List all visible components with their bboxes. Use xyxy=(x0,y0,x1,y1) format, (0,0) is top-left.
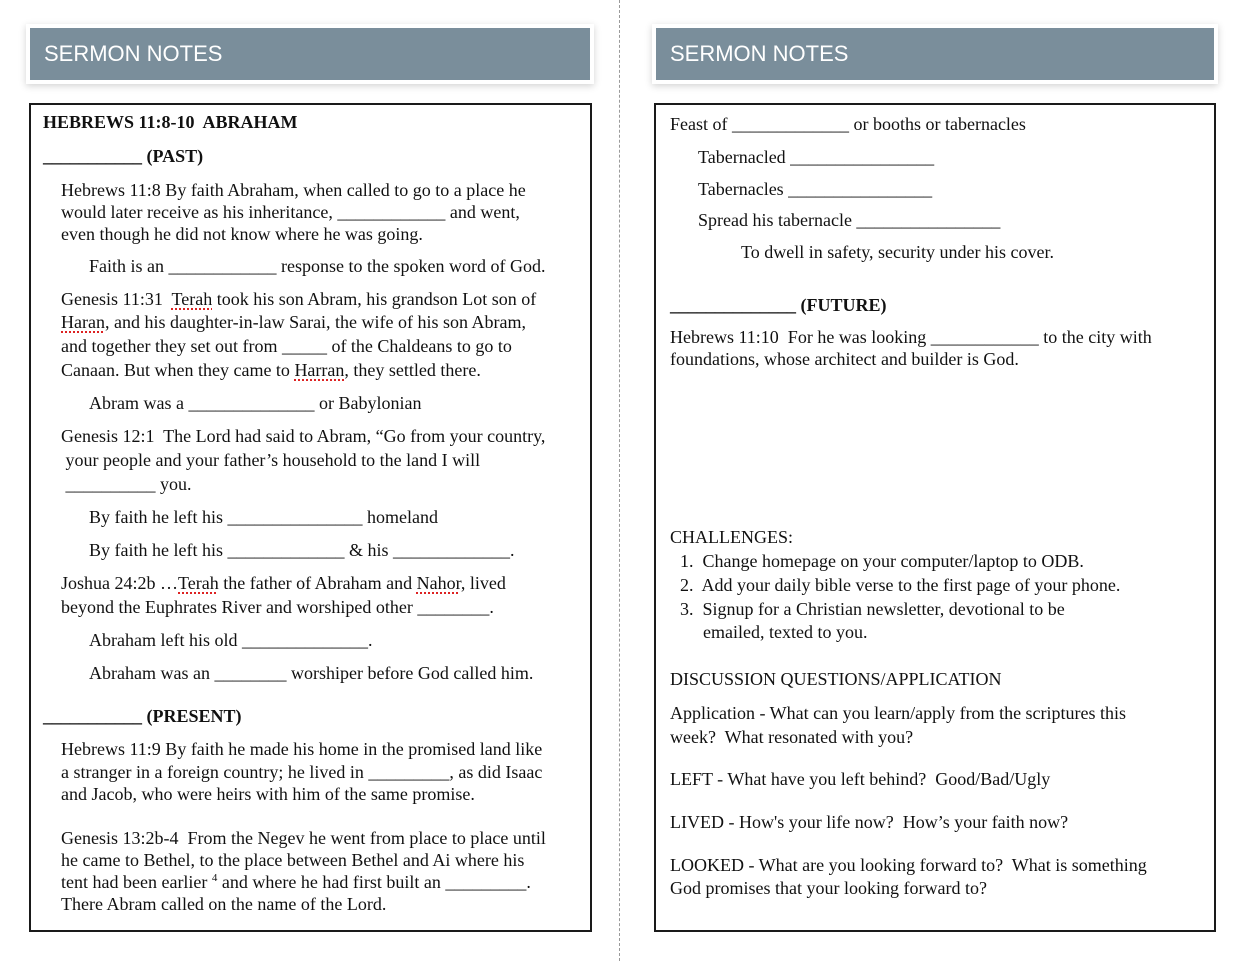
abram-was-line: Abram was a ______________ or Babylonian xyxy=(89,393,422,413)
present-heading: ___________ (PRESENT) xyxy=(43,706,242,726)
genesis-11-31-line-4: Canaan. But when they came to Harran, they settled there. xyxy=(61,360,481,380)
looked-question-line-2: God promises that your looking forward to? xyxy=(670,878,987,898)
challenges-title: CHALLENGES: xyxy=(670,527,793,547)
feast-line: Feast of _____________ or booths or tabernacles xyxy=(670,114,1026,134)
genesis-13-line-4: There Abram called on the name of the Lord. xyxy=(61,894,387,914)
faith-left-homeland-line: By faith he left his _______________ homeland xyxy=(89,507,438,527)
application-line-1: Application - What can you learn/apply from the scriptures this xyxy=(670,703,1127,723)
hebrews-11-9-line-2: a stranger in a foreign country; he lived in _________, as did Isaac xyxy=(61,762,543,782)
genesis-12-1-line-2: your people and your father’s household to the land I will xyxy=(61,450,481,470)
fold-divider xyxy=(619,0,620,961)
left-question: LEFT - What have you left behind? Good/Bad/Ugly xyxy=(670,769,1051,789)
genesis-12-1-line-1: Genesis 12:1 The Lord had said to Abram, “Go from your country, xyxy=(61,426,546,446)
faith-response-line: Faith is an ____________ response to the spoken word of God. xyxy=(89,256,546,276)
spread-tabernacle-line: Spread his tabernacle ________________ xyxy=(698,210,1001,230)
tabernacles-line: Tabernacles ________________ xyxy=(698,179,933,199)
hebrews-11-8-line-2: would later receive as his inheritance, ____________ and went, xyxy=(61,202,520,222)
hebrews-11-8-line-3: even though he did not know where he was going. xyxy=(61,224,423,244)
hebrews-11-10-line-1: Hebrews 11:10 For he was looking ____________ to the city with xyxy=(670,327,1152,347)
challenge-item-3: 3. Signup for a Christian newsletter, devotional to be xyxy=(680,599,1065,619)
challenge-item-2: 2. Add your daily bible verse to the first page of your phone. xyxy=(680,575,1121,595)
joshua-24-line-1: Joshua 24:2b …Terah the father of Abraham and Nahor, lived xyxy=(61,573,506,593)
hebrews-11-10-line-2: foundations, whose architect and builder is God. xyxy=(670,349,1019,369)
genesis-13-line-1: Genesis 13:2b-4 From the Negev he went from place to place until xyxy=(61,828,546,848)
future-heading: ______________ (FUTURE) xyxy=(670,295,887,315)
hebrews-11-9-line-1: Hebrews 11:9 By faith he made his home in the promised land like xyxy=(61,739,543,759)
discussion-title: DISCUSSION QUESTIONS/APPLICATION xyxy=(670,669,1002,689)
faith-left-his-line: By faith he left his _____________ & his _____________. xyxy=(89,540,515,560)
joshua-24-line-2: beyond the Euphrates River and worshiped other ________. xyxy=(61,597,494,617)
genesis-13-line-2: he came to Bethel, to the place between Bethel and Ai where his xyxy=(61,850,525,870)
genesis-13-line-3: tent had been earlier $^4$ and where he had first built an _________. xyxy=(61,872,531,892)
right-header: SERMON NOTES xyxy=(656,28,1214,80)
looked-question-line-1: LOOKED - What are you looking forward to? What is something xyxy=(670,855,1147,875)
challenge-item-1: 1. Change homepage on your computer/laptop to ODB. xyxy=(680,551,1084,571)
challenge-item-3-cont: emailed, texted to you. xyxy=(703,622,868,642)
past-heading: ___________ (PAST) xyxy=(43,146,204,166)
hebrews-11-8-line-1: Hebrews 11:8 By faith Abraham, when called to go to a place he xyxy=(61,180,526,200)
tabernacled-line: Tabernacled ________________ xyxy=(698,147,935,167)
abraham-left-line: Abraham left his old ______________. xyxy=(89,630,373,650)
genesis-11-31-line-3: and together they set out from _____ of the Chaldeans to go to xyxy=(61,336,512,356)
sermon-title: HEBREWS 11:8-10 ABRAHAM xyxy=(43,112,298,132)
hebrews-11-9-line-3: and Jacob, who were heirs with him of the same promise. xyxy=(61,784,475,804)
lived-question: LIVED - How's your life now? How’s your faith now? xyxy=(670,812,1069,832)
genesis-11-31-line-2: Haran, and his daughter-in-law Sarai, the wife of his son Abram, xyxy=(61,312,527,332)
abraham-worshiper-line: Abraham was an ________ worshiper before God called him. xyxy=(89,663,534,683)
genesis-11-31-line-1: Genesis 11:31 Terah took his son Abram, his grandson Lot son of xyxy=(61,289,537,309)
application-line-2: week? What resonated with you? xyxy=(670,727,914,747)
dwell-line: To dwell in safety, security under his cover. xyxy=(741,242,1054,262)
genesis-12-1-line-3: __________ you. xyxy=(61,474,192,494)
left-header: SERMON NOTES xyxy=(30,28,590,80)
